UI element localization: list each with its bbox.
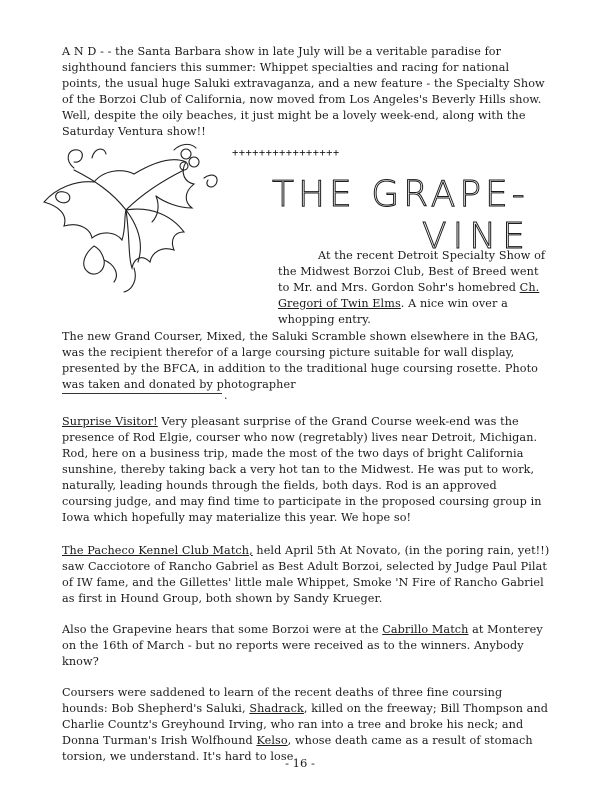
pacheco-match-text: held April 5th At Novato, (in the poring rain, yet!!) saw Cacciotore of Rancho Gabriel as Best Adult Borzoi, selected by Judge Paul Pilat of IW fame, and the Gillettes' little male Whippet, Smoke 'N Fire of Rancho Gabriel as first in Hound Group, both shown by Sandy Krueger.	[62, 544, 550, 605]
courser-text: The new Grand Courser, Mixed, the Saluki Scramble shown elsewhere in the BAG, was the recipient therefor of a large coursing picture suitable for wall display, presented by the BFCA, in addition to the traditional huge coursing rosette. Photo was taken and donated by photographer	[62, 330, 539, 391]
photographer-blank-line	[62, 393, 222, 394]
coursers-text-1: Coursers were saddened to learn of the recent deaths of three fine coursing hounds: Bob Shepherd's Saluki,	[62, 686, 503, 715]
cabrillo-match-name: Cabrillo Match	[382, 623, 469, 636]
intro-paragraph	[62, 44, 550, 140]
cabrillo-text-before: Also the Grapevine hears that some Borzoi were at the	[62, 623, 383, 636]
coursing-deaths-paragraph	[62, 685, 550, 765]
grapevine-column-title	[270, 168, 550, 250]
dog-name-gregori: Ch. Gregori of Twin Elms	[278, 281, 540, 310]
intro-text: A N D - - the Santa Barbara show in late July will be a veritable paradise for sighthound fanciers this summer: Whippet specialties and racing for national points, the usual huge Saluki extravaganza, and a new feature - the Specialty Show of the Borzoi Club of California, now moved from Los Angeles's Beverly Hills show. Well, despite the oily beaches, it just might be a lovely week-end, along with the Saturday Ventura show!!	[62, 45, 545, 138]
surprise-visitor-heading: Surprise Visitor!	[62, 415, 158, 428]
surprise-visitor-paragraph	[62, 414, 550, 526]
grape-vine-illustration	[34, 140, 230, 300]
cabrillo-match-paragraph	[62, 622, 550, 670]
pacheco-match-heading: The Pacheco Kennel Club Match,	[62, 544, 253, 557]
coursers-text-2: , killed on the freeway; Bill Thompson and Charlie Countz's Greyhound Irving, who ran into a tree and broke his neck; and Donna Turman's Irish Wolfhound	[62, 702, 549, 747]
surprise-visitor-text: Very pleasant surprise of the Grand Course week-end was the presence of Rod Elgie, courser who now (regretably) lives near Detroit, Michigan. Rod, here on a business trip, made the most of the two days of bright California sunshine, thereby taking back a very hot tan to the Midwest. He was put to work, naturally, leading hounds through the fields, both days. Rod is an approved coursing judge, and may find time to participate in the proposed coursing group in Iowa which hopefully may materialize this year. We hope so!	[62, 415, 542, 524]
detroit-text-after: . A nice win over a whopping entry.	[278, 297, 508, 326]
detroit-paragraph	[278, 248, 550, 328]
pacheco-match-paragraph	[62, 543, 550, 607]
hound-name-shadrack: Shadrack	[249, 702, 304, 715]
detroit-text-before: At the recent Detroit Specialty Show of the Midwest Borzoi Club, Best of Breed went to Mr. and Mrs. Gordon Sohr's homebred	[278, 249, 546, 294]
coursers-text-3: , whose death came as a result of stomach torsion, we understand. It's hard to lose	[62, 734, 533, 763]
section-divider: ++++++++++++++++	[232, 147, 340, 159]
page-number: - 16 -	[285, 756, 315, 770]
hound-name-kelso: Kelso	[256, 734, 288, 747]
title-line-2: VINE	[422, 216, 531, 250]
title-line-1: THE GRAPE-	[272, 174, 529, 215]
blank-period: .	[224, 389, 228, 402]
cabrillo-text-after: at Monterey on the 16th of March - but no reports were received as to the winners. Anybody know?	[62, 623, 543, 668]
grand-courser-paragraph	[62, 329, 550, 393]
